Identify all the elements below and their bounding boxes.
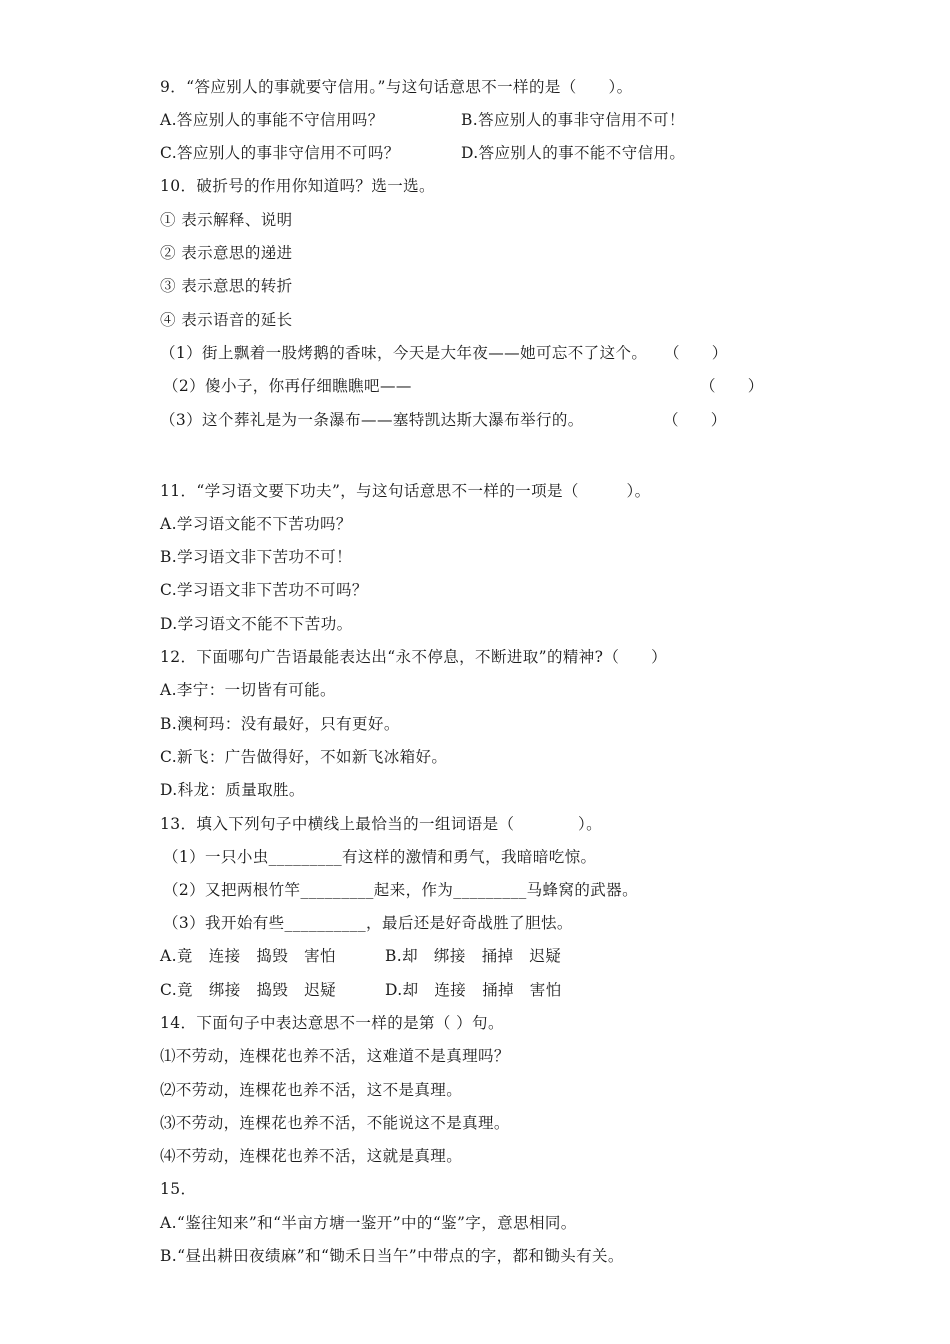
- q9-option-b: B.答应别人的事非守信用不可！: [461, 111, 685, 129]
- q10-item-1-blank[interactable]: （ ）: [664, 344, 728, 362]
- q11-option-c: C.学习语文非下苦功不可吗？: [160, 581, 368, 599]
- q13-sentence-3: （3）我开始有些__________，最后还是好奇战胜了胆怯。: [163, 914, 573, 932]
- q11-option-a: A.学习语文能不下苦功吗？: [160, 515, 352, 533]
- q12-option-b: B.澳柯玛：没有最好，只有更好。: [160, 715, 400, 733]
- q12-option-a: A.李宁：一切皆有可能。: [160, 681, 336, 699]
- q13-option-b: B.却 绑接 捅掉 迟疑: [385, 947, 562, 965]
- q12-option-c: C.新飞：广告做得好，不如新飞冰箱好。: [160, 748, 448, 766]
- q14-sentence-2: ⑵不劳动，连棵花也养不活，这不是真理。: [160, 1081, 463, 1099]
- q10-item-2: （2）傻小子，你再仔细瞧瞧吧——: [163, 377, 412, 395]
- q13-sentence-1: （1）一只小虫_________有这样的激情和勇气，我暗暗吃惊。: [163, 848, 597, 866]
- q9-option-c: C.答应别人的事非守信用不可吗？: [160, 144, 400, 162]
- q14-sentence-1: ⑴不劳动，连棵花也养不活，这难道不是真理吗？: [160, 1047, 510, 1065]
- q13-option-a: A.竟 连接 捣毁 害怕: [160, 947, 336, 965]
- q15-option-b: B.“昼出耕田夜绩麻”和“锄禾日当午”中带点的字，都和锄头有关。: [160, 1247, 624, 1265]
- q10-item-1: （1）街上飘着一股烤鹅的香味，今天是大年夜——她可忘不了这个。: [160, 344, 648, 362]
- q11-stem: 11．“学习语文要下功夫”，与这句话意思不一样的一项是（ ）。: [160, 482, 651, 500]
- q14-stem: 14．下面句子中表达意思不一样的是第（ ）句。: [160, 1014, 504, 1032]
- q13-sentence-2: （2）又把两根竹竿_________起来，作为_________马蜂窝的武器。: [163, 881, 638, 899]
- q12-stem: 12．下面哪句广告语最能表达出“永不停息，不断进取”的精神?（ ）: [160, 648, 667, 666]
- q13-option-d: D.却 连接 捅掉 害怕: [385, 981, 562, 999]
- q14-sentence-4: ⑷不劳动，连棵花也养不活，这就是真理。: [160, 1147, 463, 1165]
- q11-option-d: D.学习语文不能不下苦功。: [160, 615, 353, 633]
- q10-item-3: （3）这个葬礼是为一条瀑布——塞特凯达斯大瀑布举行的。: [160, 411, 584, 429]
- q13-option-c: C.竟 绑接 捣毁 迟疑: [160, 981, 337, 999]
- q10-stem: 10．破折号的作用你知道吗？选一选。: [160, 177, 435, 195]
- q15-option-a: A.“鉴往知来”和“半亩方塘一鉴开”中的“鉴”字，意思相同。: [160, 1214, 577, 1232]
- q9-option-a: A.答应别人的事能不守信用吗？: [160, 111, 384, 129]
- q12-option-d: D.科龙：质量取胜。: [160, 781, 305, 799]
- q10-use-2: ② 表示意思的递进: [160, 244, 293, 262]
- q11-option-b: B.学习语文非下苦功不可！: [160, 548, 353, 566]
- q10-item-3-blank[interactable]: （ ）: [663, 411, 727, 429]
- q10-item-2-blank[interactable]: （ ）: [700, 377, 764, 395]
- q10-use-3: ③ 表示意思的转折: [160, 277, 293, 295]
- q10-use-4: ④ 表示语音的延长: [160, 311, 293, 329]
- q15-stem: 15．: [160, 1180, 197, 1198]
- q13-stem: 13．填入下列句子中横线上最恰当的一组词语是（ ）。: [160, 815, 603, 833]
- q10-use-1: ① 表示解释、说明: [160, 211, 293, 229]
- q14-sentence-3: ⑶不劳动，连棵花也养不活，不能说这不是真理。: [160, 1114, 510, 1132]
- q9-option-d: D.答应别人的事不能不守信用。: [461, 144, 686, 162]
- q9-stem: 9．“答应别人的事就要守信用。”与这句话意思不一样的是（ ）。: [160, 78, 633, 96]
